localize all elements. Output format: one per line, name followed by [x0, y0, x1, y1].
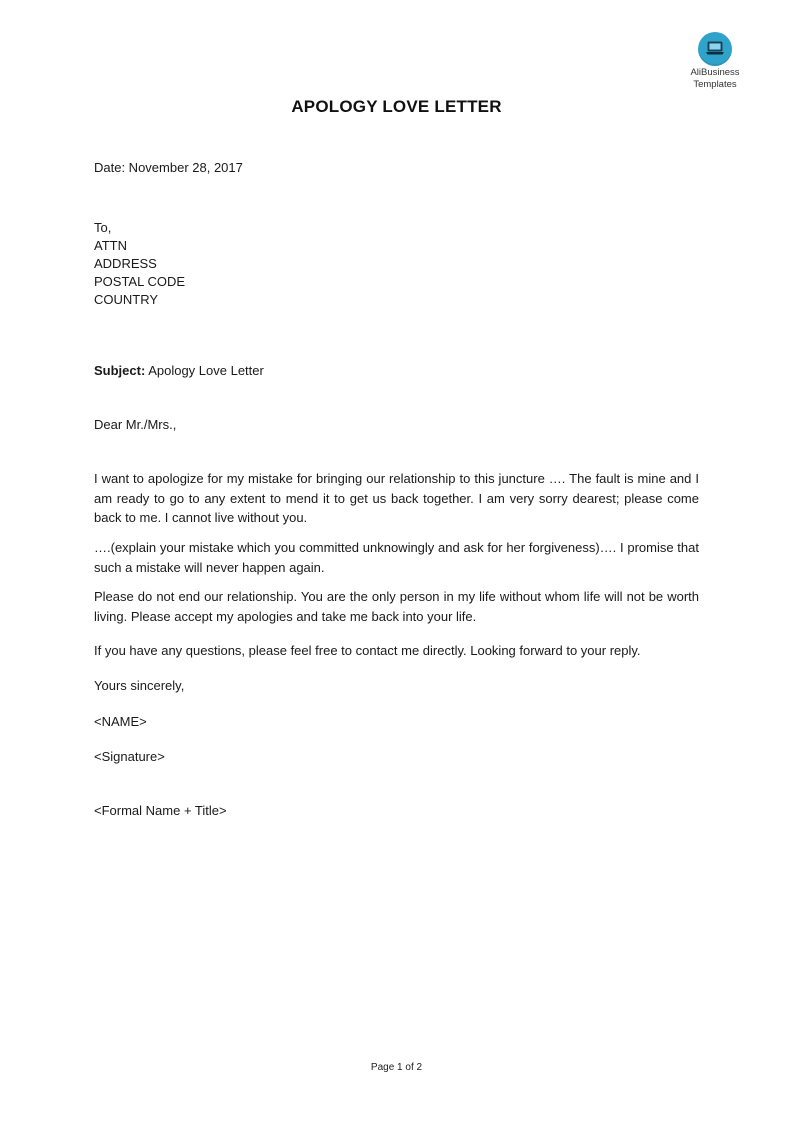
paragraph-4: If you have any questions, please feel free to contact me directly. Looking forward to your reply.: [94, 643, 641, 658]
recipient-address: ADDRESS: [94, 256, 157, 271]
laptop-icon: [698, 32, 732, 66]
signature-placeholder: <Signature>: [94, 749, 165, 764]
formal-name-placeholder: <Formal Name + Title>: [94, 803, 227, 818]
name-placeholder: <NAME>: [94, 714, 147, 729]
date-line: Date: November 28, 2017: [94, 160, 243, 175]
recipient-postal-code: POSTAL CODE: [94, 274, 186, 289]
document-title: APOLOGY LOVE LETTER: [291, 97, 502, 116]
paragraph-3: Please do not end our relationship. You are the only person in my life without whom life will not be worth living. Please accept my apologies and take me back into your life.: [94, 589, 699, 624]
paragraph-2: ….(explain your mistake which you committed unknowingly and ask for her forgiveness)…. I promise that such a mistake will never happen again.: [94, 540, 699, 575]
paragraph-1: I want to apologize for my mistake for bringing our relationship to this juncture …. The fault is mine and I am ready to go to any extent to mend it to get us back together. I am very sorry dearest; please come back to me. I cannot live without you.: [94, 471, 699, 525]
logo-text-line1: AliBusiness: [690, 67, 740, 78]
subject-text: Apology Love Letter: [145, 363, 264, 378]
subject-line: [94, 362, 264, 380]
logo-text-line2: Templates: [693, 79, 737, 90]
salutation: Dear Mr./Mrs.,: [94, 417, 177, 432]
closing: Yours sincerely,: [94, 678, 185, 693]
recipient-to: To,: [94, 220, 112, 235]
subject-label: Subject:: [94, 363, 146, 378]
brand-logo: [680, 32, 750, 90]
page-number: Page 1 of 2: [370, 1062, 423, 1073]
recipient-country: COUNTRY: [94, 292, 159, 307]
recipient-attn: ATTN: [94, 238, 127, 253]
